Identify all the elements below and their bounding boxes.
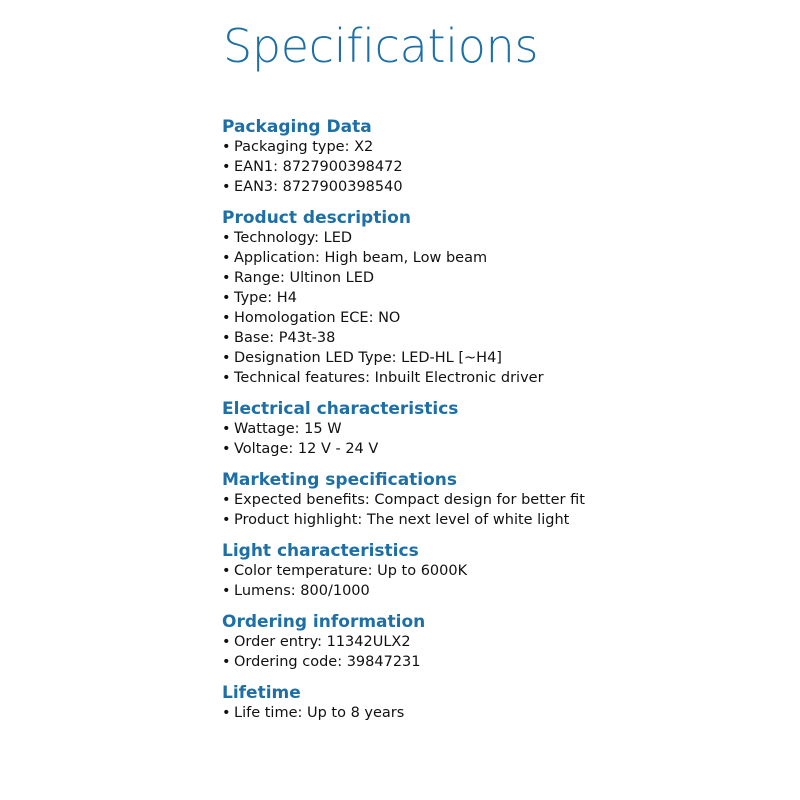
section-lifetime xyxy=(222,683,782,723)
bullet: • xyxy=(222,492,231,508)
bullet: • xyxy=(222,583,231,599)
bullet: • xyxy=(222,705,231,721)
spec-text: EAN3: 8727900398540 xyxy=(234,179,403,195)
spec-item xyxy=(222,228,782,248)
spec-text: Order entry: 11342ULX2 xyxy=(234,634,411,650)
spec-text: Ordering code: 39847231 xyxy=(234,654,421,670)
spec-list xyxy=(222,137,782,197)
section-heading: Product description xyxy=(222,208,411,228)
spec-text: Product highlight: The next level of white light xyxy=(234,512,570,528)
spec-text: Wattage: 15 W xyxy=(234,421,342,437)
spec-item xyxy=(222,268,782,288)
spec-sections xyxy=(222,117,782,734)
spec-item xyxy=(222,177,782,197)
spec-list xyxy=(222,703,782,723)
spec-text: Technical features: Inbuilt Electronic driver xyxy=(234,370,544,386)
bullet: • xyxy=(222,654,231,670)
spec-text: Application: High beam, Low beam xyxy=(234,250,488,266)
spec-item xyxy=(222,288,782,308)
bullet: • xyxy=(222,441,231,457)
spec-list xyxy=(222,228,782,388)
section-heading: Electrical characteristics xyxy=(222,399,459,419)
bullet: • xyxy=(222,270,231,286)
spec-item xyxy=(222,308,782,328)
spec-text: Expected benefits: Compact design for better fit xyxy=(234,492,585,508)
spec-item xyxy=(222,632,782,652)
spec-text: Type: H4 xyxy=(234,290,297,306)
spec-text: Technology: LED xyxy=(234,230,353,246)
spec-item xyxy=(222,248,782,268)
spec-item xyxy=(222,419,782,439)
spec-item xyxy=(222,348,782,368)
bullet: • xyxy=(222,310,231,326)
bullet: • xyxy=(222,250,231,266)
bullet: • xyxy=(222,634,231,650)
spec-text: EAN1: 8727900398472 xyxy=(234,159,403,175)
bullet: • xyxy=(222,350,231,366)
bullet: • xyxy=(222,290,231,306)
section-packaging-data xyxy=(222,117,782,197)
bullet: • xyxy=(222,421,231,437)
page-title: Specifications xyxy=(223,19,539,73)
bullet: • xyxy=(222,179,231,195)
spec-list xyxy=(222,561,782,601)
section-ordering-information xyxy=(222,612,782,672)
section-heading: Light characteristics xyxy=(222,541,419,561)
section-heading: Packaging Data xyxy=(222,117,372,137)
spec-item xyxy=(222,490,782,510)
bullet: • xyxy=(222,370,231,386)
bullet: • xyxy=(222,512,231,528)
section-product-description xyxy=(222,208,782,388)
bullet: • xyxy=(222,159,231,175)
bullet: • xyxy=(222,563,231,579)
spec-text: Range: Ultinon LED xyxy=(234,270,375,286)
bullet: • xyxy=(222,230,231,246)
spec-list xyxy=(222,419,782,459)
section-marketing-specifications xyxy=(222,470,782,530)
spec-item xyxy=(222,652,782,672)
section-heading: Ordering information xyxy=(222,612,426,632)
section-light-characteristics xyxy=(222,541,782,601)
spec-item xyxy=(222,439,782,459)
spec-text: Color temperature: Up to 6000K xyxy=(234,563,468,579)
spec-text: Life time: Up to 8 years xyxy=(234,705,405,721)
spec-item xyxy=(222,510,782,530)
spec-item xyxy=(222,368,782,388)
section-electrical-characteristics xyxy=(222,399,782,459)
spec-text: Designation LED Type: LED-HL [~H4] xyxy=(234,350,502,366)
bullet: • xyxy=(222,330,231,346)
bullet: • xyxy=(222,139,231,155)
section-heading: Lifetime xyxy=(222,683,301,703)
spec-item xyxy=(222,137,782,157)
spec-item xyxy=(222,561,782,581)
spec-item xyxy=(222,581,782,601)
spec-item xyxy=(222,328,782,348)
spec-text: Homologation ECE: NO xyxy=(234,310,401,326)
spec-text: Packaging type: X2 xyxy=(234,139,374,155)
spec-list xyxy=(222,632,782,672)
spec-text: Voltage: 12 V - 24 V xyxy=(234,441,379,457)
spec-item xyxy=(222,703,782,723)
spec-text: Lumens: 800/1000 xyxy=(234,583,370,599)
spec-list xyxy=(222,490,782,530)
spec-item xyxy=(222,157,782,177)
spec-text: Base: P43t-38 xyxy=(234,330,336,346)
section-heading: Marketing specifications xyxy=(222,470,458,490)
